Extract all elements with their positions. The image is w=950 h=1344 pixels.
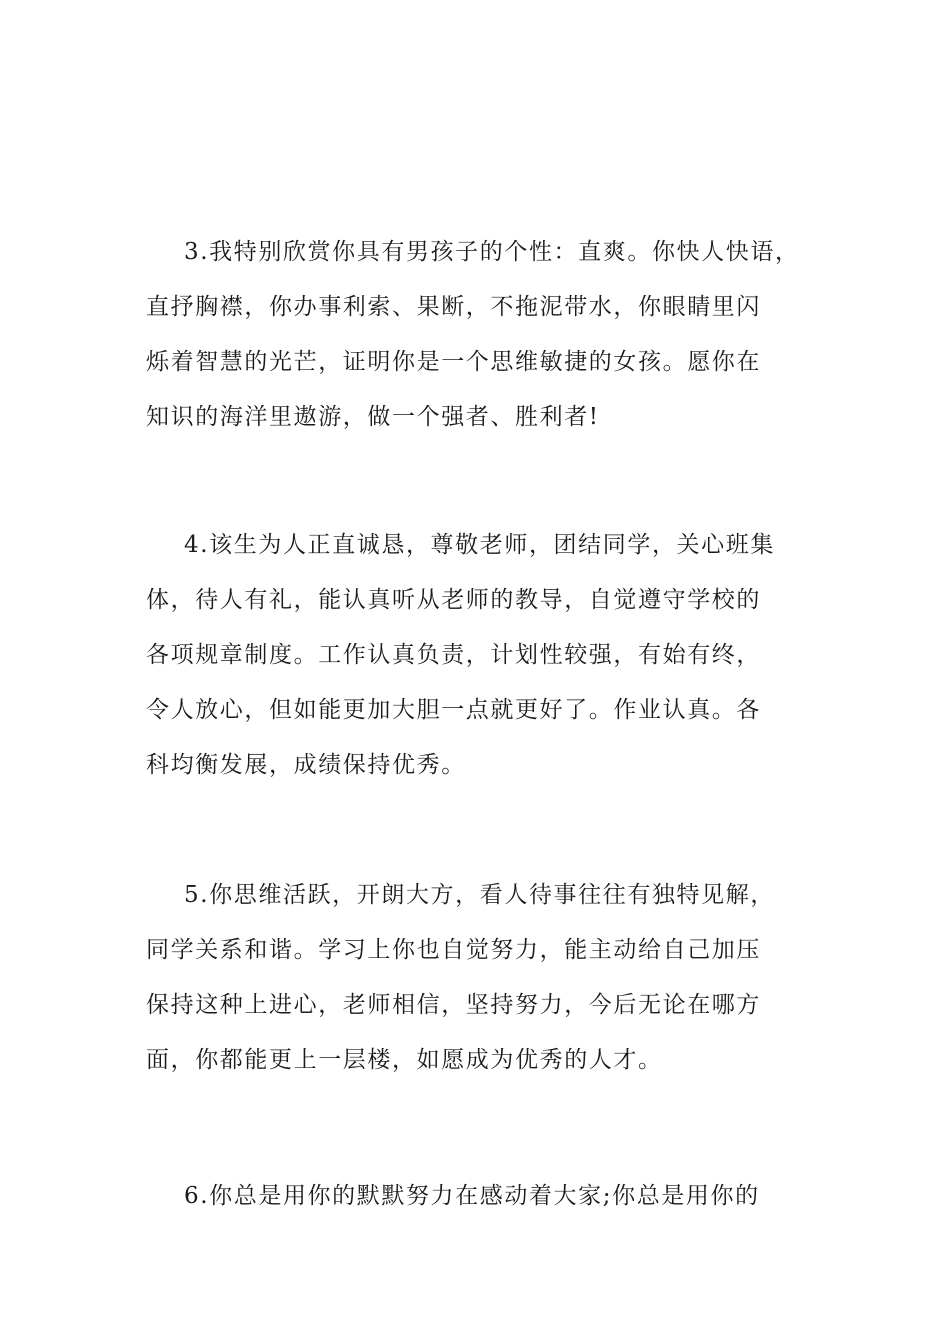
comment-paragraph-5 — [146, 868, 836, 1088]
paragraph-line: 直抒胸襟，你办事利索、果断，不拖泥带水，你眼睛里闪 — [146, 294, 761, 320]
paragraph-line: 令人放心，但如能更加大胆一点就更好了。作业认真。各 — [146, 697, 761, 723]
paragraph-line: 知识的海洋里遨游，做一个强者、胜利者! — [146, 404, 600, 430]
paragraph-line: 保持这种上进心，老师相信，坚持努力，今后无论在哪方 — [146, 992, 761, 1018]
paragraph-line: 各项规章制度。工作认真负责，计划性较强，有始有终， — [146, 642, 761, 668]
paragraph-line: 5.你思维活跃，开朗大方，看人待事往往有独特见解， — [184, 882, 775, 908]
paragraph-line: 3.我特别欣赏你具有男孩子的个性：直爽。你快人快语， — [184, 239, 800, 265]
paragraph-line: 面，你都能更上一层楼，如愿成为优秀的人才。 — [146, 1047, 663, 1073]
paragraph-line: 4.该生为人正直诚恳，尊敬老师，团结同学，关心班集 — [184, 532, 775, 558]
paragraph-line: 同学关系和谐。学习上你也自觉努力，能主动给自己加压 — [146, 937, 761, 963]
paragraph-line: 烁着智慧的光芒，证明你是一个思维敏捷的女孩。愿你在 — [146, 349, 761, 375]
comment-paragraph-3 — [146, 225, 836, 445]
comment-paragraph-6 — [146, 1169, 836, 1224]
paragraph-line: 体，待人有礼，能认真听从老师的教导，自觉遵守学校的 — [146, 587, 761, 613]
paragraph-line: 6.你总是用你的默默努力在感动着大家;你总是用你的 — [184, 1183, 760, 1209]
comment-paragraph-4 — [146, 518, 836, 793]
paragraph-line: 科均衡发展，成绩保持优秀。 — [146, 752, 466, 778]
